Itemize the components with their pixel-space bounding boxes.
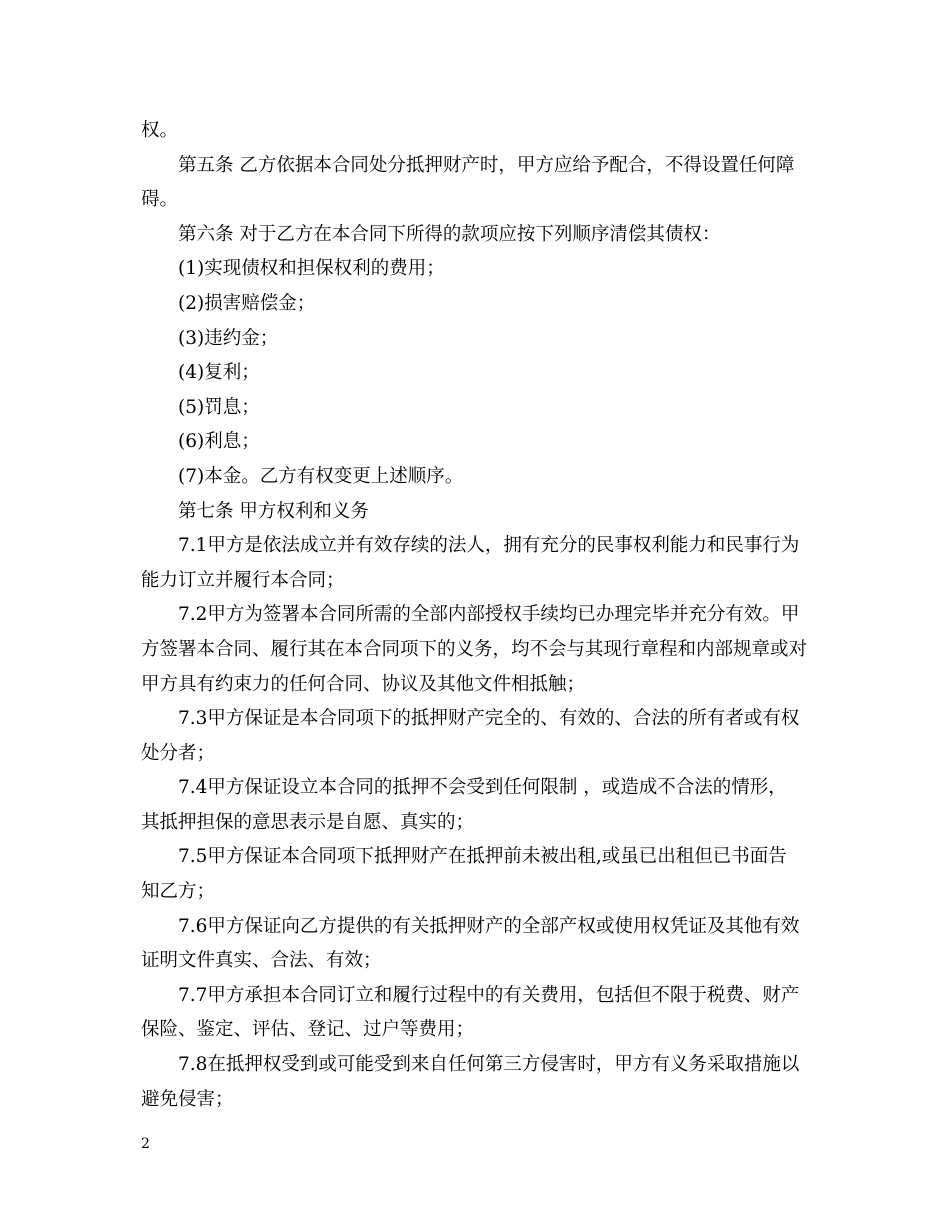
- text-line: 甲方具有约束力的任何合同、协议及其他文件相抵触；: [141, 673, 586, 695]
- text-line: 其抵押担保的意思表示是自愿、真实的；: [141, 811, 475, 833]
- text-line: 避免侵害；: [141, 1088, 234, 1110]
- text-line: (1)实现债权和担保权利的费用；: [178, 258, 445, 280]
- text-line: 能力订立并履行本合同；: [141, 569, 345, 591]
- text-line: (7)本金。乙方有权变更上述顺序。: [178, 465, 464, 487]
- text-line: (4)复利；: [178, 362, 260, 384]
- text-line: 第五条 乙方依据本合同处分抵押财产时，甲方应给予配合，不得设置任何障: [178, 154, 795, 176]
- text-line: 权。: [141, 120, 179, 141]
- text-line: 碍。: [141, 189, 179, 211]
- text-line: 知乙方；: [141, 881, 216, 903]
- text-line: 7.4甲方保证设立本合同的抵押不会受到任何限制 ，或造成不合法的情形，: [178, 777, 787, 799]
- text-line: 7.8在抵押权受到或可能受到来自任何第三方侵害时，甲方有义务采取措施以: [178, 1054, 800, 1076]
- text-line: 证明文件真实、合法、有效；: [141, 950, 382, 972]
- text-line: 7.3甲方保证是本合同项下的抵押财产完全的、有效的、合法的所有者或有权: [178, 708, 800, 730]
- contract-body-text: [141, 114, 816, 1117]
- text-line: 7.2甲方为签署本合同所需的全部内部授权手续均已办理完毕并充分有效。甲: [178, 604, 800, 626]
- text-line: (5)罚息；: [178, 396, 260, 418]
- text-line: 7.6甲方保证向乙方提供的有关抵押财产的全部产权或使用权凭证及其他有效: [178, 915, 800, 937]
- page-number: 2: [141, 1136, 150, 1152]
- text-line: (6)利息；: [178, 431, 260, 453]
- text-line: (2)损害赔偿金；: [178, 292, 316, 314]
- text-line: 保险、鉴定、评估、登记、过户等费用；: [141, 1019, 475, 1041]
- text-line: 第七条 甲方权利和义务: [178, 500, 369, 522]
- text-line: 方签署本合同、履行其在本合同项下的义务，均不会与其现行章程和内部规章或对: [141, 638, 808, 660]
- text-line: (3)违约金；: [178, 327, 279, 349]
- text-line: 7.7甲方承担本合同订立和履行过程中的有关费用，包括但不限于税费、财产: [178, 984, 800, 1006]
- text-line: 第六条 对于乙方在本合同下所得的款项应按下列顺序清偿其债权：: [178, 223, 721, 245]
- text-line: 7.5甲方保证本合同项下抵押财产在抵押前未被出租,或虽已出租但已书面告: [178, 846, 787, 868]
- text-line: 7.1甲方是依法成立并有效存续的法人，拥有充分的民事权利能力和民事行为: [178, 535, 800, 557]
- text-line: 处分者；: [141, 742, 216, 764]
